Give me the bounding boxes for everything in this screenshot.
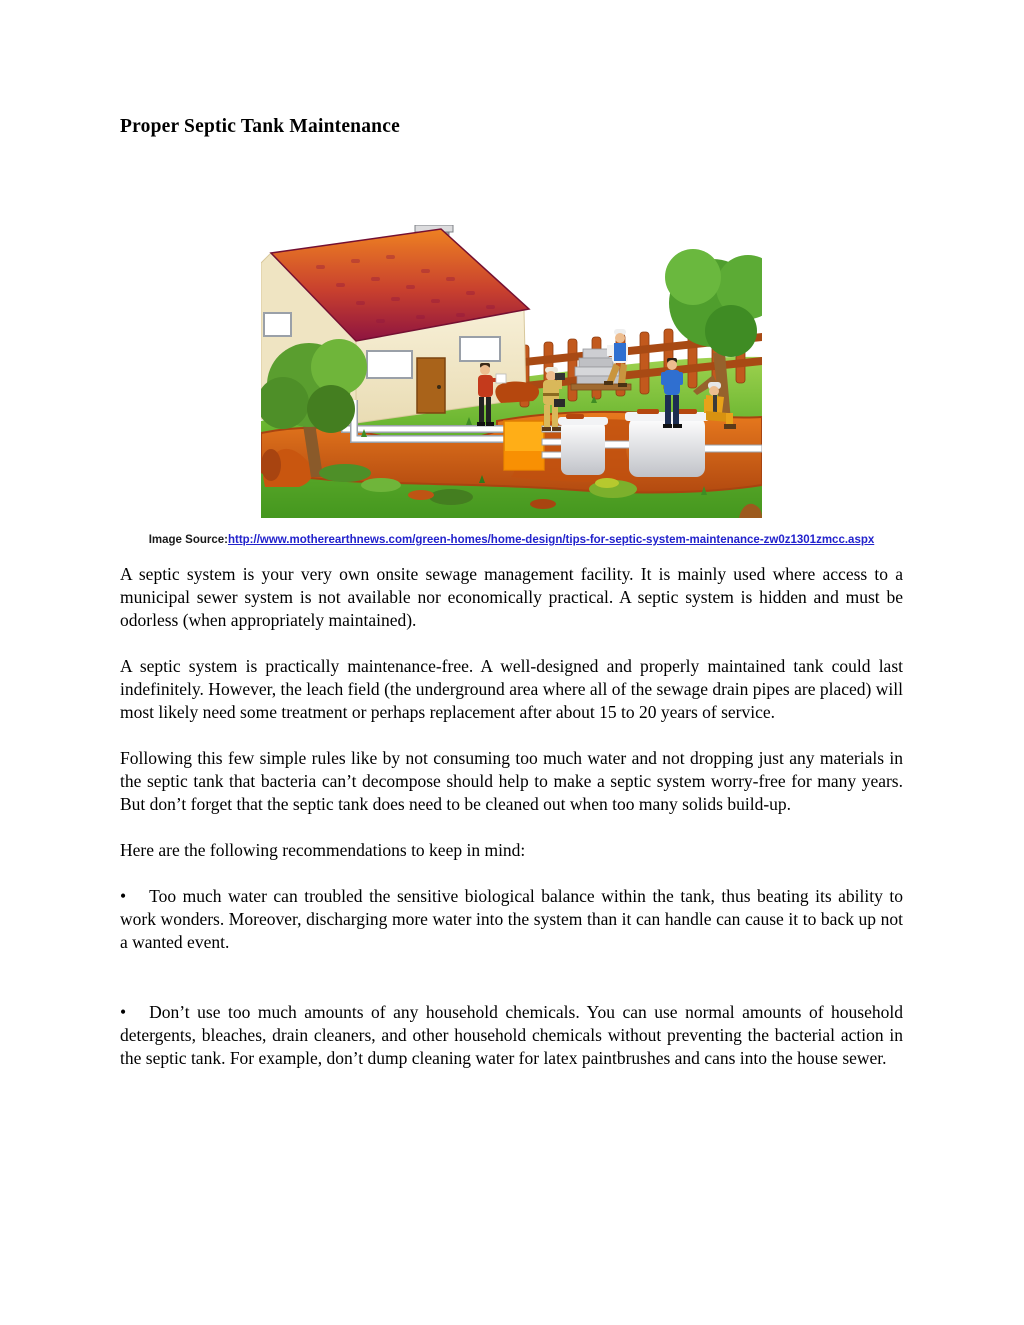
image-source-label: Image Source: (148, 534, 228, 546)
bullet-marker: • (120, 1002, 127, 1022)
house-door (417, 358, 445, 413)
paragraph-intro: A septic system is your very own onsite sewage management facility. It is mainly used where access to a municipal sewer system is not available nor economically practical. A septic system is hidden and must be odorless (when appropriately maintained). (120, 564, 903, 630)
image-source-caption (120, 533, 903, 548)
figure-container (120, 225, 903, 518)
paragraph-rules: Following this few simple rules like by not consuming too much water and not dropping just any materials in the septic tank that bacteria can’t decompose should help to make a septic system worry-free for many years. But don’t forget that the septic tank does need to be cleaned out when too many solids build-up. (120, 748, 903, 814)
page-title: Proper Septic Tank Maintenance (120, 116, 400, 137)
bullet-marker: • (120, 886, 127, 906)
bullet-text: Too much water can troubled the sensitive biological balance within the tank, thus beating its ability to work wonders. Moreover, discharging more water into the system than it can handle can cause it to back up not a wanted event. (120, 886, 903, 952)
bullet-item-chemicals (120, 1001, 903, 1070)
bullet-item-water (120, 885, 903, 954)
bullet-text: Don’t use too much amounts of any household chemicals. You can use normal amounts of household detergents, bleaches, drain cleaners, and other household chemicals without preventing the bacterial action in the septic tank. For example, don’t dump cleaning water for latex paintbrushes and cans into the house sewer. (120, 1002, 903, 1068)
image-source-link[interactable]: http://www.motherearthnews.com/green-homes/home-design/tips-for-septic-system-maintenance-zw0z1301zmcc.aspx (227, 534, 875, 546)
paragraph-maintenance: A septic system is practically maintenance-free. A well-designed and properly maintained tank could last indefinitely. However, the leach field (the underground area where all of the sewage drain pipes are placed) will most likely need some treatment or perhaps replacement after about 15 to 20 years of service. (120, 656, 903, 722)
dirt-mound (495, 381, 539, 403)
septic-system-illustration (261, 225, 762, 518)
list-intro: Here are the following recommendations to keep in mind: (120, 840, 526, 860)
septic-tank-small (561, 421, 605, 475)
